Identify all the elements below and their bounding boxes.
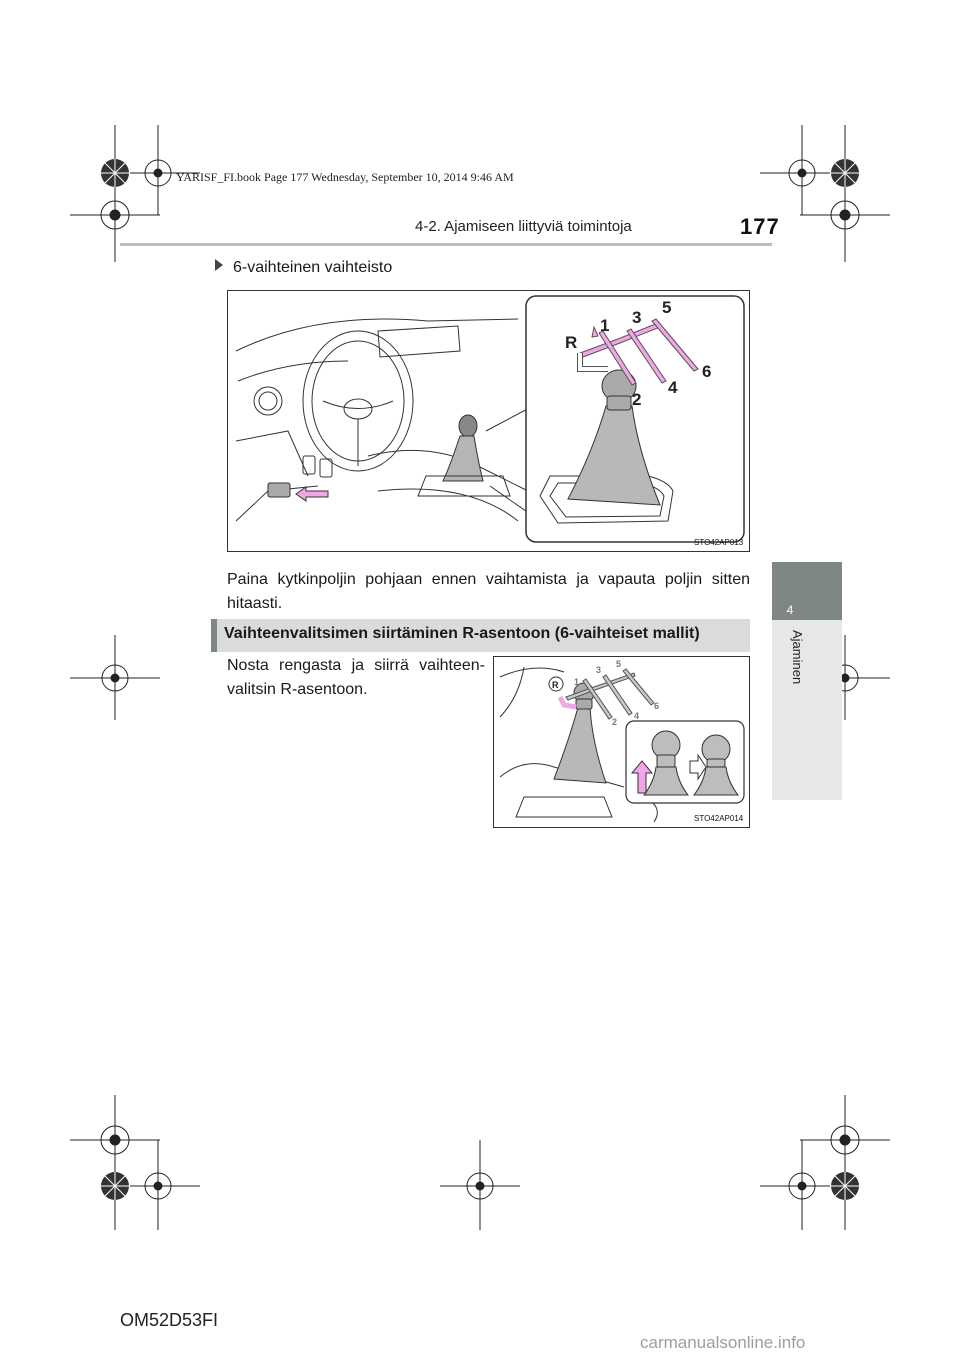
chapter-band <box>772 620 842 800</box>
figure-reverse-shift <box>493 656 750 828</box>
gear-label: 2 <box>612 717 618 727</box>
page-number: 177 <box>740 214 780 239</box>
reverse-illustration <box>494 657 749 827</box>
gear-label: 4 <box>668 378 678 397</box>
figure-code: STO42AP014 <box>694 814 744 823</box>
footer-code: OM52D53FI <box>120 1310 219 1330</box>
figure-6-speed-gearbox <box>227 290 750 552</box>
watermark: carmanualsonline.info <box>640 1333 806 1352</box>
running-header: 4-2. Ajamiseen liittyviä toimintoja <box>415 218 632 235</box>
book-info-line: YARISF_FI.book Page 177 Wednesday, September 10, 2014 9:46 AM <box>176 170 514 184</box>
gear-label: 1 <box>600 316 610 335</box>
paragraph-clutch: Paina kytkinpoljin pohjaan ennen vaihtamista ja vapauta poljin sitten hitaasti. <box>227 571 750 612</box>
gear-label: 2 <box>632 390 642 409</box>
gearbox-illustration <box>228 291 749 551</box>
gear-label: 6 <box>702 362 712 381</box>
gear-label: 3 <box>632 308 642 327</box>
gear-label: 5 <box>662 298 672 317</box>
paragraph-reverse: Nosta rengasta ja siirrä vaihteen-valitsin R-asentoon. <box>227 657 485 698</box>
gear-label: 1 <box>574 677 580 687</box>
gear-label: 6 <box>654 701 660 711</box>
chapter-number: 4 <box>786 603 794 617</box>
header-rule <box>120 243 772 246</box>
bullet-heading-text: 6-vaihteinen vaihteisto <box>233 259 393 276</box>
gear-label: R <box>552 680 559 690</box>
gear-label: 4 <box>634 711 640 721</box>
gear-label: 5 <box>616 659 622 669</box>
bullet-heading <box>215 259 392 277</box>
gear-label: 3 <box>596 665 602 675</box>
chapter-label: Ajaminen <box>790 630 805 685</box>
gear-label: R <box>565 333 578 352</box>
triangle-bullet-icon <box>215 259 223 271</box>
section-title: Vaihteenvalitsimen siirtäminen R-asentoon (6-vaihteiset mallit) <box>224 625 700 642</box>
figure-code: STO42AP013 <box>694 538 744 547</box>
